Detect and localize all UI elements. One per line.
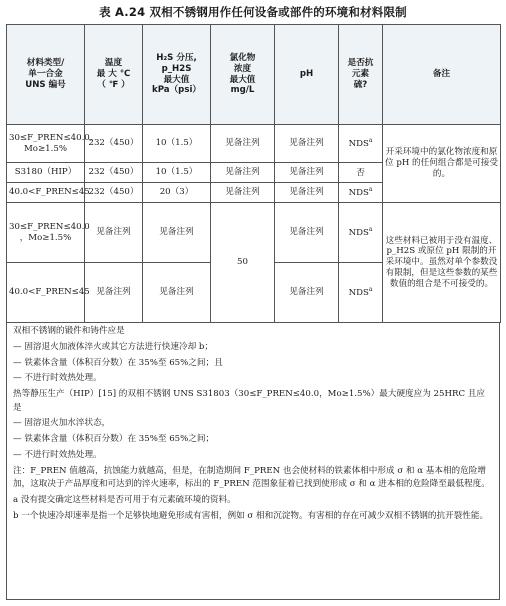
- header-temperature: 温度 最 大 ℃ （ ℉ ）: [85, 25, 143, 125]
- header-row: [7, 25, 501, 125]
- header-h2s: H₂S 分压, p_H2S 最大值 kPa（psi）: [143, 25, 211, 125]
- cell-material: 30≤F_PREN≤40.0 ，Mo≥1.5%: [7, 203, 85, 263]
- cell-h2s: 见备注列: [143, 263, 211, 323]
- header-material: 材料类型/ 单一合金 UNS 编号: [7, 25, 85, 125]
- cell-h2s: 10（1.5）: [143, 163, 211, 183]
- footnote-line: 双相不锈钢的锻件和铸件应是: [13, 326, 125, 336]
- note-group-1: 开采环境中的氯化物浓度和原位 pH 的任何组合都是可接受的。: [383, 125, 501, 203]
- header-sulfur: 是否抗 元素 硫?: [339, 25, 383, 125]
- cell-sulfur: 否: [339, 163, 383, 183]
- cell-h2s: 见备注列: [143, 203, 211, 263]
- cell-temperature: 232（450）: [85, 125, 143, 163]
- cell-material: 30≤F_PREN≤40.0, Mo≥1.5%: [7, 125, 85, 163]
- cell-temperature: 232（450）: [85, 163, 143, 183]
- cell-sulfur: NDS$^a$: [339, 263, 383, 323]
- header-note: 备注: [383, 25, 501, 125]
- cell-material: 40.0<F_PREN≤45: [7, 183, 85, 203]
- cell-ph: 见备注列: [275, 125, 339, 163]
- cell-temperature: 见备注列: [85, 203, 143, 263]
- footnote-b: b 一个快速冷却速率是指一个足够快地避免形成有害相，例如 σ 相和沉淀物。有害相的存在可减少双相不锈钢的抗开裂性能。: [13, 510, 489, 521]
- cell-h2s: 20（3）: [143, 183, 211, 203]
- footnotes-block: [6, 322, 500, 600]
- footnote-line: — 固溶退火加水淬状态，: [13, 418, 111, 429]
- cell-temperature: 232（450）: [85, 183, 143, 203]
- footnote-line: 热等静压生产（HIP）[15] 的双相不锈钢 UNS S31803（30≤F_PREN≤40.0，Mo≥1.5%）最大硬度应为 25HRC 且应是: [13, 389, 485, 413]
- footnote-a: a 没有提交确定这些材料是否可用于有元素硫环境的资料。: [13, 494, 236, 505]
- footnote-line: — 不进行时效热处理。: [13, 373, 102, 384]
- cell-ph: 见备注列: [275, 163, 339, 183]
- cell-chloride: 50: [211, 203, 275, 323]
- cell-ph: 见备注列: [275, 263, 339, 323]
- footnote-note: 注：F_PREN 值越高，抗蚀能力就越高，但是，在制造期间 F_PREN 也会使材料的铁素体相中形成 σ 和 α 基本相的危险增加，这取决于产品厚度和可达到的淬火速率，标出的 F_PREN 范围象征着已找到使形成 σ 和 α 进本相的危险降至最低程度。: [13, 465, 490, 490]
- cell-chloride: 见备注列: [211, 183, 275, 203]
- cell-sulfur: NDS$^a$: [339, 125, 383, 163]
- cell-ph: 见备注列: [275, 203, 339, 263]
- footnote-line: — 不进行时效热处理。: [13, 450, 102, 460]
- cell-ph: 见备注列: [275, 183, 339, 203]
- limits-table: [6, 24, 501, 323]
- cell-sulfur: NDS$^a$: [339, 183, 383, 203]
- cell-material: 40.0<F_PREN≤45: [7, 263, 85, 323]
- cell-sulfur: NDS$^a$: [339, 203, 383, 263]
- table-title: 表 A.24 双相不锈钢用作任何设备或部件的环境和材料限制: [99, 5, 407, 19]
- header-ph: pH: [275, 25, 339, 125]
- cell-chloride: 见备注列: [211, 163, 275, 183]
- table-row: [7, 125, 501, 163]
- footnote-line: — 铁素体含量（体积百分数）在 35%至 65%之间；: [13, 434, 215, 445]
- footnote-line: — 铁素体含量（体积百分数）在 35%至 65%之间；且: [13, 357, 223, 368]
- cell-chloride: 见备注列: [211, 125, 275, 163]
- cell-h2s: 10（1.5）: [143, 125, 211, 163]
- header-chloride: 氯化物 浓度 最大值 mg/L: [211, 25, 275, 125]
- footnote-line: — 固溶退火加液体淬火或其它方法进行快速冷却 b；: [13, 341, 214, 352]
- cell-material: S3180（HIP）: [7, 163, 85, 183]
- table-row: [7, 203, 501, 263]
- cell-temperature: 见备注列: [85, 263, 143, 323]
- note-group-2: 这些材料已被用于没有温度、p_H2S 或原位 pH 限制的开采环境中。虽然对单个参数没有限制，但是这些参数的某些数值的组合是不可接受的。: [383, 203, 501, 323]
